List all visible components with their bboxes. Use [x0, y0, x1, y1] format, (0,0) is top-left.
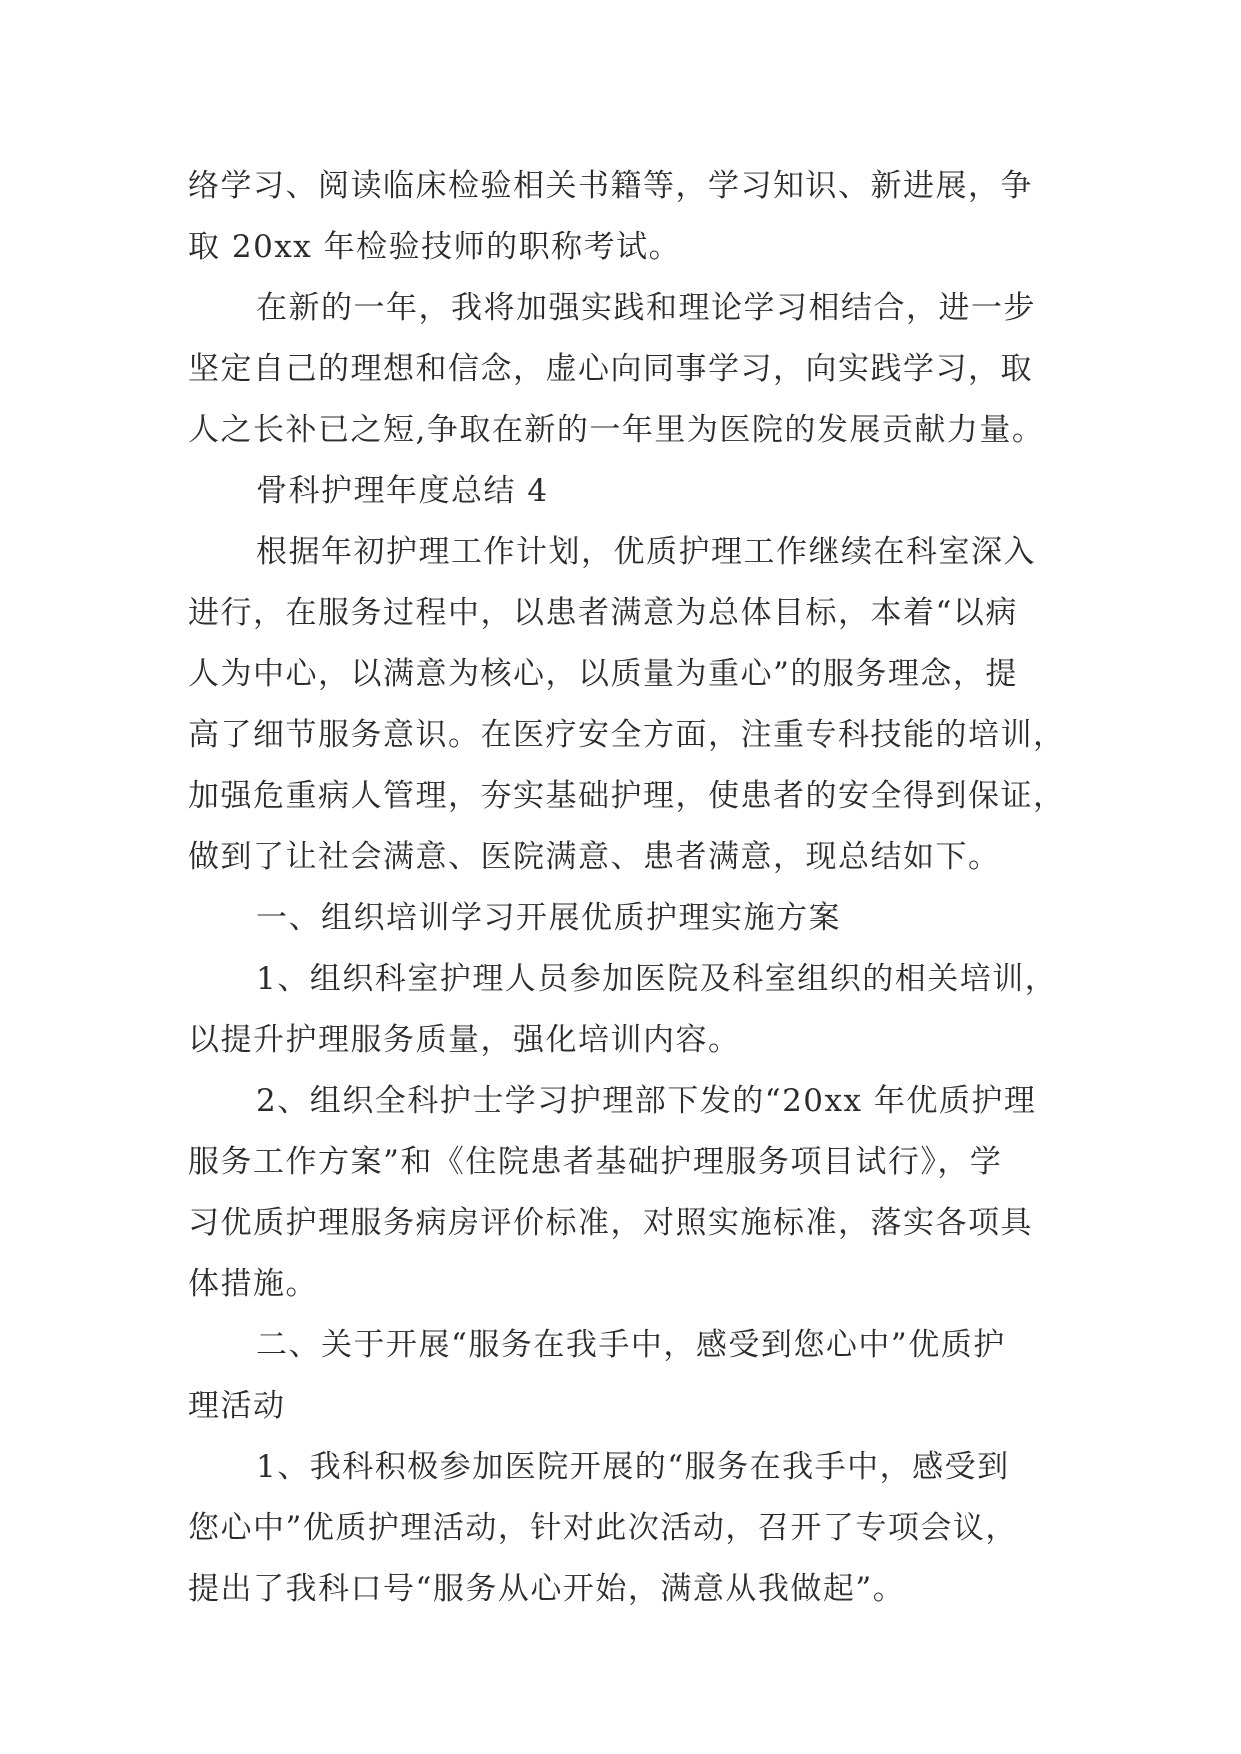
text-line: 进行，在服务过程中，以患者满意为总体目标，本着“以病 — [188, 595, 1018, 631]
paragraph-start-line: 1、组织科室护理人员参加医院及科室组织的相关培训， — [256, 961, 1058, 997]
section-heading: 一、组织培训学习开展优质护理实施方案 — [256, 900, 841, 936]
text-line: 人之长补已之短,争取在新的一年里为医院的发展贡献力量。 — [188, 412, 1045, 448]
text-line: 以提升护理服务质量，强化培训内容。 — [188, 1022, 741, 1058]
text-line: 络学习、阅读临床检验相关书籍等，学习知识、新进展，争 — [188, 168, 1033, 204]
text-line: 提出了我科口号“服务从心开始，满意从我做起”。 — [188, 1571, 906, 1607]
paragraph-start-line: 1、我科积极参加医院开展的“服务在我手中，感受到 — [256, 1449, 1010, 1485]
text-line: 习优质护理服务病房评价标准，对照实施标准，落实各项具 — [188, 1205, 1033, 1241]
text-line: 做到了让社会满意、医院满意、患者满意，现总结如下。 — [188, 839, 1001, 875]
text-line: 服务工作方案”和《住院患者基础护理服务项目试行》，学 — [188, 1144, 1003, 1180]
text-line: 体措施。 — [188, 1266, 318, 1302]
paragraph-start-line: 2、组织全科护士学习护理部下发的“20xx 年优质护理 — [256, 1083, 1037, 1119]
paragraph-start-line: 根据年初护理工作计划，优质护理工作继续在科室深入 — [256, 534, 1036, 570]
section-heading: 二、关于开展“服务在我手中，感受到您心中”优质护 — [256, 1327, 1006, 1363]
text-line: 您心中”优质护理活动，针对此次活动，召开了专项会议， — [188, 1510, 1018, 1546]
document-body — [188, 156, 1066, 1620]
text-line: 坚定自己的理想和信念，虚心向同事学习，向实践学习，取 — [188, 351, 1033, 387]
section-title: 骨科护理年度总结 4 — [256, 473, 549, 509]
text-line: 高了细节服务意识。在医疗安全方面，注重专科技能的培训， — [188, 717, 1066, 753]
text-line: 人为中心，以满意为核心，以质量为重心”的服务理念，提 — [188, 656, 1018, 692]
text-line: 取 20xx 年检验技师的职称考试。 — [188, 229, 682, 265]
text-line: 加强危重病人管理，夯实基础护理，使患者的安全得到保证， — [188, 778, 1066, 814]
paragraph-start-line: 在新的一年，我将加强实践和理论学习相结合，进一步 — [256, 290, 1036, 326]
text-line: 理活动 — [188, 1388, 286, 1424]
